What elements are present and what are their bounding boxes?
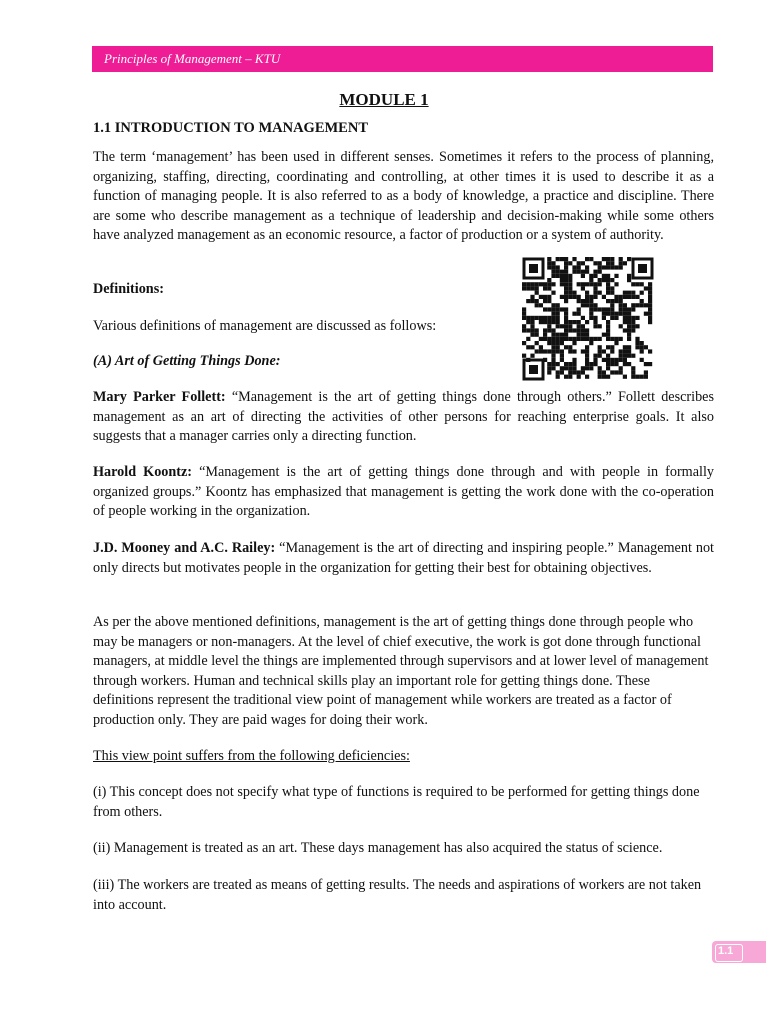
subheading-art-of-getting-things-done: (A) Art of Getting Things Done: [93,353,281,369]
header-title: Principles of Management – KTU [104,51,281,66]
intro-paragraph: The term ‘management’ has been used in different senses. Sometimes it refers to the process of planning, organizing, staffing, directing, coordinating and controlling, at other times it is used to describe it as a function of managing people. It is also referred to as a body of knowledge, a practice and discipline. There are some who describe management as a technique of leadership and decision-making while some others have analyzed management as an economic resource, a factor of production or a system of authority. [93,149,714,244]
definitions-heading: Definitions: [93,281,164,297]
deficiency-item: (ii) Management is treated as an art. These days management has also acquired the status of science. [93,840,663,856]
definition-mooney-railey [93,539,714,578]
page-number-badge [712,941,766,963]
definition-follett [93,388,714,447]
definition-text: “Management is the art of getting things done through and with people in formally organized groups.” Koontz has emphasized that management is getting the work done with the co-operation of people working in the organization. [93,464,714,520]
summary-paragraph: As per the above mentioned definitions, management is the art of getting things done through people who may be managers or non-managers. At the level of chief executive, the work is got done through functional managers, at middle level the things are implemented through supervisors and at lower level of management through workers. Human and technical skills play an important role for getting things done. These definitions represent the traditional view point of management while workers are treated as a factor of production only. They are paid wages for doing their work. [93,614,709,728]
section-heading: 1.1 INTRODUCTION TO MANAGEMENT [93,120,368,136]
module-title: MODULE 1 [339,90,429,109]
definition-koontz [93,463,714,522]
definitions-intro: Various definitions of management are discussed as follows: [93,318,437,334]
deficiency-item: (iii) The workers are treated as means of getting results. The needs and aspirations of workers are not taken into account. [93,877,702,913]
definition-author: Mary Parker Follett: [93,389,226,405]
page-number: 1.1 [718,945,734,957]
qr-code-icon [521,256,655,382]
definition-author: J.D. Mooney and A.C. Railey: [93,540,276,556]
definition-text: “Management is the art of getting things done through others.” Follett describes management as an art of directing the activities of other persons for reaching enterprise goals. It also suggests that a manager carries only a directing function. [93,389,714,445]
header-bar [92,46,713,72]
deficiencies-heading: This view point suffers from the following deficiencies: [93,748,410,764]
definition-text: “Management is the art of directing and inspiring people.” Management not only directs but motivates people in the organization for getting their best for obtaining objectives. [93,540,714,576]
definition-author: Harold Koontz: [93,464,193,480]
deficiency-item: (i) This concept does not specify what type of functions is required to be performed for getting things done from others. [93,784,700,820]
